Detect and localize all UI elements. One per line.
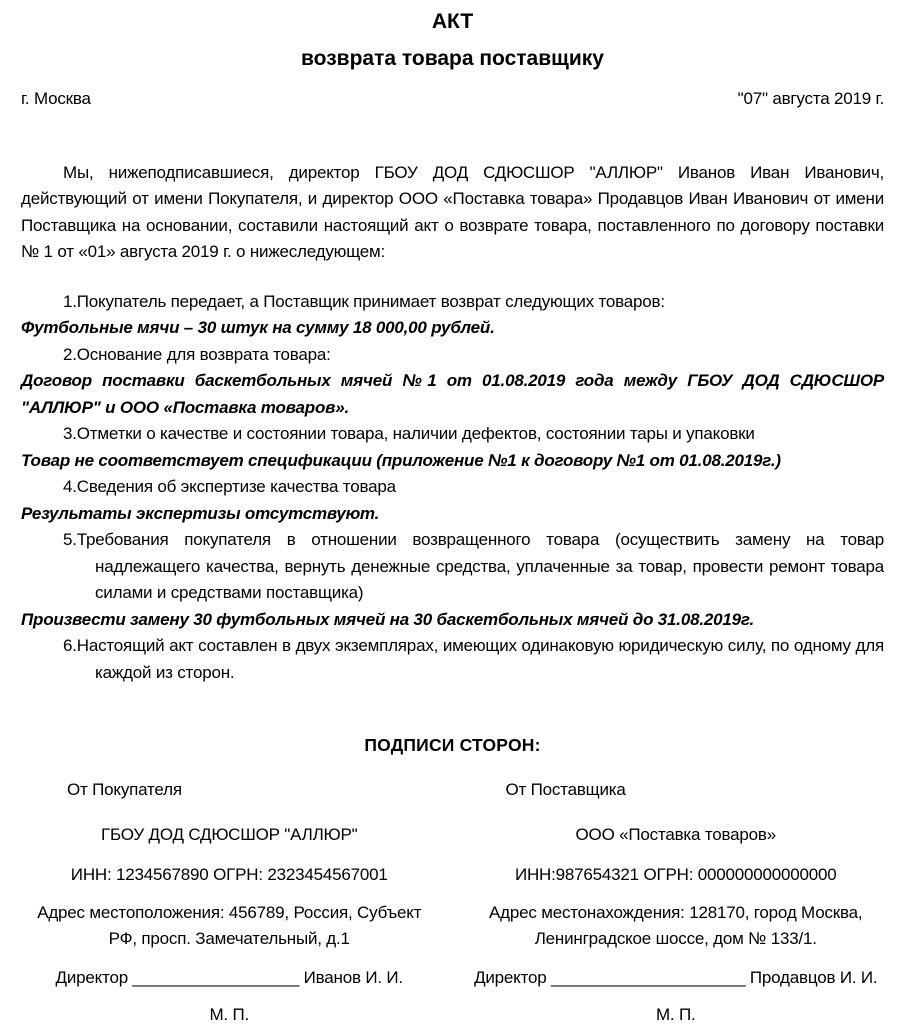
intro-paragraph: Мы, нижеподписавшиеся, директор ГБОУ ДОД СДЮСШОР "АЛЛЮР" Иванов Иван Иванович, действующий от имени Покупателя, и директор ООО «Поставка товара» Продавцов Иван Иванович от имени Поставщика на основании, составили настоящий акт о возврате товара, поставленного по договору поставки № 1 от «01» августа 2019 г. о нижеследующем: xyxy=(21,162,884,261)
supplier-column xyxy=(468,759,885,1029)
buyer-company-name: ГБОУ ДОД СДЮСШОР "АЛЛЮР" xyxy=(101,824,358,844)
item-4-text: 4.Сведения об экспертизе качества товара xyxy=(63,477,396,496)
buyer-registration: ИНН: 1234567890 ОГРН: 2323454567001 xyxy=(70,865,388,884)
supplier-address: Адрес местонахождения: 128170, город Москва, Ленинградское шоссе, дом № 133/1. xyxy=(489,902,863,948)
document-subtitle: возврата товара поставщику xyxy=(301,47,604,70)
supplier-registration: ИНН:987654321 ОГРН: 000000000000000 xyxy=(514,865,837,884)
buyer-column xyxy=(21,759,438,1029)
supplier-stamp-label: М. П. xyxy=(655,1005,696,1024)
item-2-answer: Договор поставки баскетбольных мячей №1 от 01.08.2019 года между ГБОУ ДОД СДЮСШОР "АЛЛЮР" и ООО «Поставка товаров». xyxy=(21,371,884,417)
place-date-row xyxy=(21,86,884,113)
buyer-signature-line: Директор __________________ Иванов И. И. xyxy=(55,967,403,987)
item-4-answer: Результаты экспертизы отсутствуют. xyxy=(21,503,380,523)
item-3-answer: Товар не соответствует спецификации (приложение №1 к договору №1 от 01.08.2019г.) xyxy=(21,450,781,470)
signatures-heading: ПОДПИСИ СТОРОН: xyxy=(364,735,541,755)
item-5-answer: Произвести замену 30 футбольных мячей на 30 баскетбольных мячей до 31.08.2019г. xyxy=(21,609,755,629)
supplier-role-label: От Поставщика xyxy=(505,780,626,799)
item-2-text: 2.Основание для возврата товара: xyxy=(63,344,331,364)
supplier-company-name: ООО «Поставка товаров» xyxy=(575,824,776,844)
signatures-block xyxy=(21,759,884,1029)
buyer-role-label: От Покупателя xyxy=(67,780,182,799)
document-title: АКТ xyxy=(431,10,474,33)
item-1-answer: Футбольные мячи – 30 штук на сумму 18 000,00 рублей. xyxy=(21,318,495,337)
buyer-stamp-label: М. П. xyxy=(209,1005,250,1024)
item-1-text: 1.Покупатель передает, а Поставщик принимает возврат следующих товаров: xyxy=(63,291,665,311)
item-3-text: 3.Отметки о качестве и состоянии товара, наличии дефектов, состоянии тары и упаковки xyxy=(63,424,755,443)
date-label: "07" августа 2019 г. xyxy=(737,89,884,108)
supplier-signature-line: Директор _____________________ Продавцов И. И. xyxy=(474,967,878,987)
item-5-text: 5.Требования покупателя в отношении возвращенного товара (осуществить замену на товар надлежащего качества, вернуть денежные средства, уплаченные за товар, провести ремонт товара силами и средствами поставщика) xyxy=(63,530,884,602)
city-label: г. Москва xyxy=(21,89,91,108)
buyer-address: Адрес местоположения: 456789, Россия, Субъект РФ, просп. Замечательный, д.1 xyxy=(37,902,422,948)
item-6-text: 6.Настоящий акт составлен в двух экземплярах, имеющих одинаковую юридическую силу, по одному для каждой из сторон. xyxy=(63,636,884,682)
